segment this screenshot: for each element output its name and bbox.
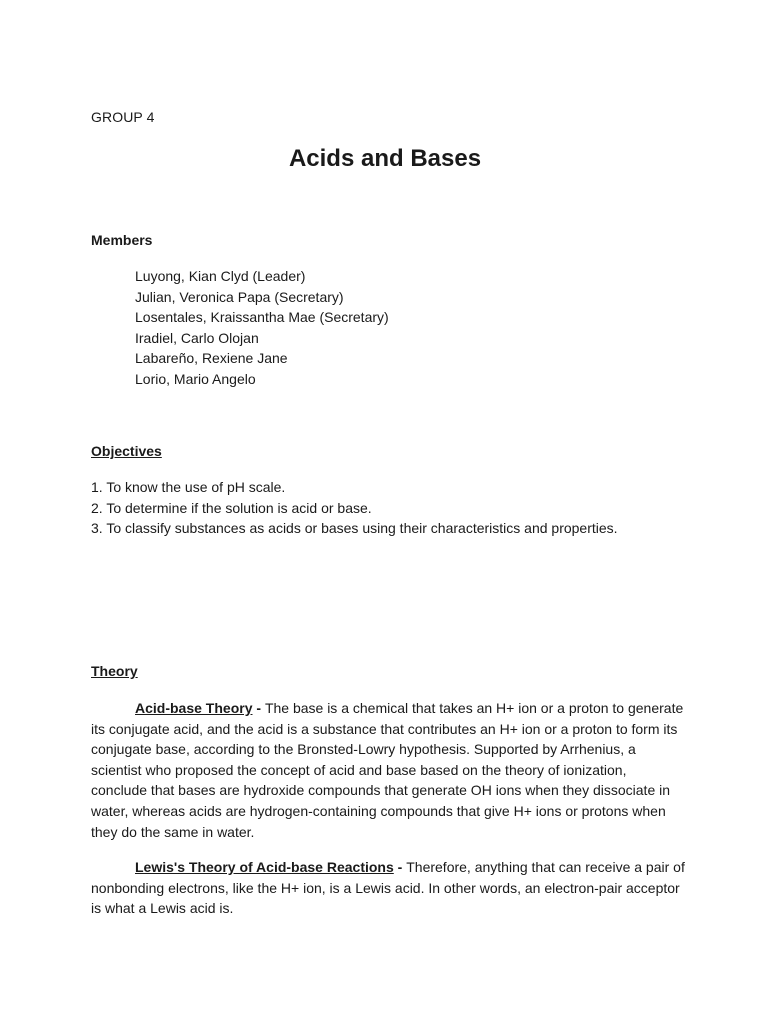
member-item: Losentales, Kraissantha Mae (Secretary) xyxy=(135,309,389,325)
member-item: Iradiel, Carlo Olojan xyxy=(135,329,259,346)
theory-text: Therefore, anything that can receive a pair of nonbonding electrons, like the H+ ion, is a Lewis acid. In other words, an electron-pair acceptor is what a Lewis acid is. xyxy=(91,859,685,917)
member-item: Labareño, Rexiene Jane xyxy=(135,350,288,366)
members-list xyxy=(135,266,389,389)
theory-term: Acid-base Theory xyxy=(135,700,253,716)
objective-item: 1. To know the use of pH scale. xyxy=(91,479,286,495)
objective-item: 3. To classify substances as acids or bases using their characteristics and properties. xyxy=(91,520,618,536)
term-separator: - xyxy=(252,700,265,716)
theory-heading: Theory xyxy=(91,663,138,679)
member-item: Julian, Veronica Papa (Secretary) xyxy=(135,288,344,305)
members-heading: Members xyxy=(91,232,153,248)
theory-text: The base is a chemical that takes an H+ ion or a proton to generate its conjugate acid, and the acid is a substance that contributes an H+ ion or a proton to form its conjugate base, according to the Bronsted-Lowry hypothesis. Supported by Arrhenius, a scientist who proposed the concept of acid and base based on the theory of ionization, conclude that bases are hydroxide compounds that generate OH ions when they dissociate in water, whereas acids are hydrogen-containing compounds that give H+ ions or protons when they do the same in water. xyxy=(91,700,684,840)
document-title: Acids and Bases xyxy=(288,145,482,172)
objective-item: 2. To determine if the solution is acid or base. xyxy=(91,499,372,516)
group-label: GROUP 4 xyxy=(91,109,155,125)
objectives-heading: Objectives xyxy=(91,443,162,459)
theory-term: Lewis's Theory of Acid-base Reactions xyxy=(135,859,394,875)
member-item: Luyong, Kian Clyd (Leader) xyxy=(135,268,306,284)
objectives-list xyxy=(91,477,618,539)
theory-paragraph-acid-base xyxy=(91,698,686,842)
theory-paragraph-lewis xyxy=(91,857,686,919)
term-separator: - xyxy=(393,859,407,875)
member-item: Lorio, Mario Angelo xyxy=(135,370,256,387)
